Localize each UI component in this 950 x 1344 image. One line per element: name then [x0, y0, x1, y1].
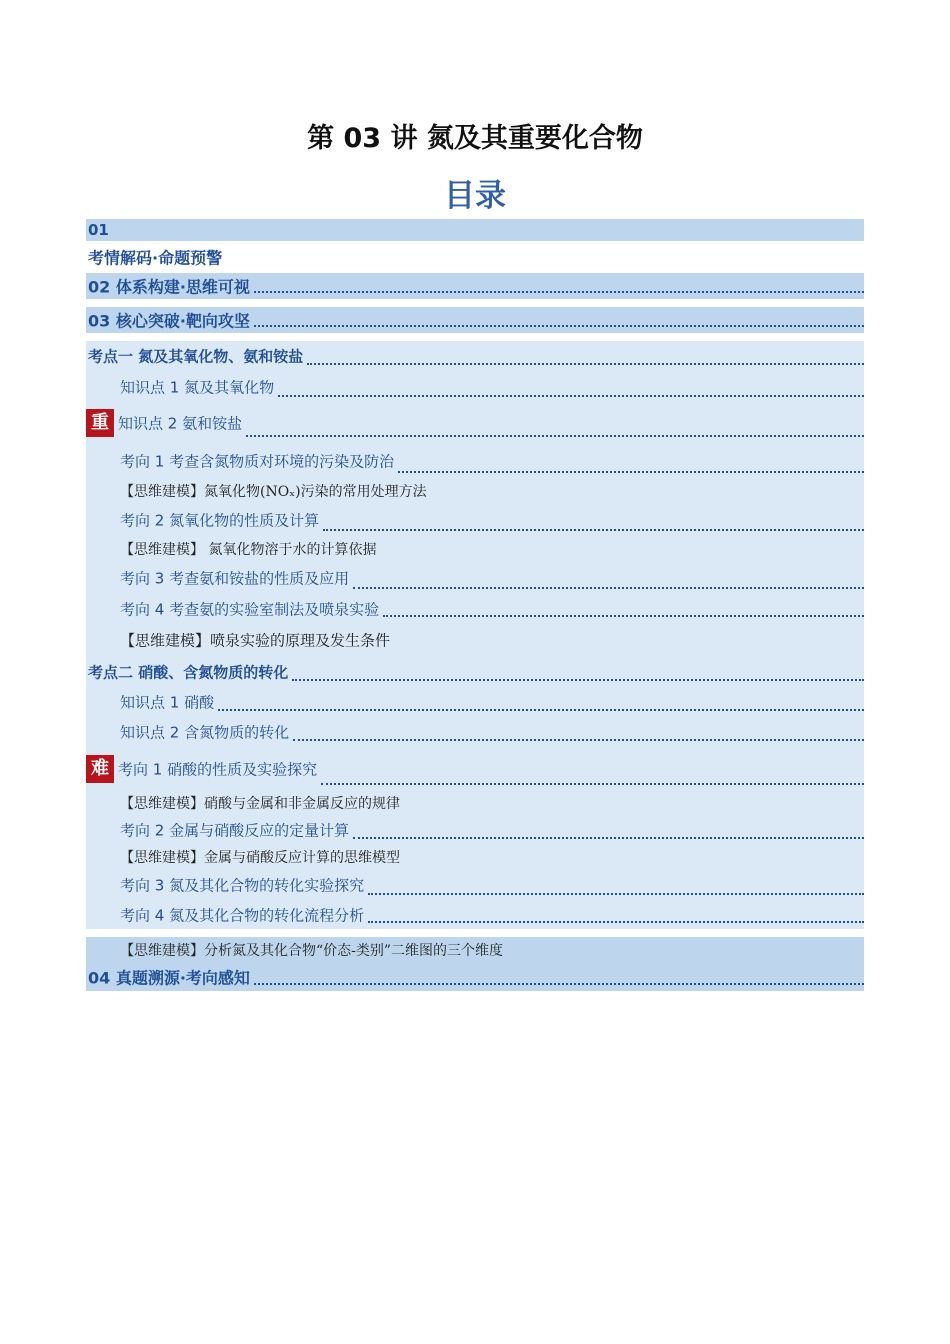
toc-k1-model-2[interactable]: 【思维建模】 氮氧化物溶于水的计算依据: [120, 542, 377, 558]
dot-leader: [368, 893, 864, 895]
dot-leader: [398, 471, 864, 473]
toc-k2-model-3[interactable]: 【思维建模】分析氮及其化合物“价态-类别”二维图的三个维度: [86, 937, 864, 963]
toc-k1-point-2[interactable]: 重 知识点 2 氨和铵盐: [86, 403, 864, 443]
dot-leader: [292, 679, 864, 681]
toc-section-04[interactable]: 04 真题溯源·考向感知: [86, 963, 864, 991]
toc-section-01-label[interactable]: 考情解码·命题预警: [88, 248, 223, 268]
dot-leader: [246, 435, 864, 437]
toc-kaodian-2[interactable]: 考点二 硝酸、含氮物质的转化: [86, 657, 864, 687]
dot-leader: [293, 739, 864, 741]
toc-section-03[interactable]: 03 核心突破·靶向攻坚: [86, 307, 864, 333]
toc-k2-model-1[interactable]: 【思维建模】硝酸与金属和非金属反应的规律: [120, 796, 400, 812]
toc-k2-direction-4[interactable]: 考向 4 氮及其化合物的转化流程分析: [86, 901, 864, 929]
dot-leader: [254, 291, 864, 293]
toc-heading: 目录: [444, 178, 506, 214]
toc-k1-point-1[interactable]: 知识点 1 氮及其氧化物: [86, 371, 864, 403]
toc-k2-direction-2[interactable]: 考向 2 金属与硝酸反应的定量计算: [86, 815, 864, 845]
table-of-contents: [86, 219, 864, 991]
toc-k1-direction-3[interactable]: 考向 3 考查氨和铵盐的性质及应用: [86, 561, 864, 595]
toc-k1-direction-2[interactable]: 考向 2 氮氧化物的性质及计算: [86, 503, 864, 537]
emphasis-tag-zhong: 重: [86, 409, 114, 437]
dot-leader: [383, 615, 864, 617]
toc-k2-point-1[interactable]: 知识点 1 硝酸: [86, 687, 864, 717]
dot-leader: [353, 587, 864, 589]
toc-section-01-number[interactable]: 01: [86, 219, 864, 241]
toc-section-02[interactable]: 02 体系构建·思维可视: [86, 273, 864, 299]
dot-leader: [307, 363, 864, 365]
toc-block-kaodian-1: [86, 341, 864, 929]
dot-leader: [278, 395, 864, 397]
toc-k2-direction-1[interactable]: 难 考向 1 硝酸的性质及实验探究: [86, 747, 864, 791]
toc-k2-model-2[interactable]: 【思维建模】金属与硝酸反应计算的思维模型: [120, 850, 400, 866]
toc-k1-direction-4[interactable]: 考向 4 考查氨的实验室制法及喷泉实验: [86, 595, 864, 623]
toc-k1-model-3[interactable]: 【思维建模】喷泉实验的原理及发生条件: [120, 631, 391, 650]
dot-leader: [321, 783, 864, 785]
toc-k1-direction-1[interactable]: 考向 1 考查含氮物质对环境的污染及防治: [86, 443, 864, 479]
toc-k1-model-1[interactable]: 【思维建模】氮氧化物(NOₓ)污染的常用处理方法: [120, 484, 427, 500]
dot-leader: [368, 921, 864, 923]
toc-k2-point-2[interactable]: 知识点 2 含氮物质的转化: [86, 717, 864, 747]
emphasis-tag-nan: 难: [86, 755, 114, 783]
toc-kaodian-1[interactable]: 考点一 氮及其氧化物、氨和铵盐: [86, 341, 864, 371]
dot-leader: [323, 529, 864, 531]
dot-leader: [353, 837, 864, 839]
page-title: 第 03 讲 氮及其重要化合物: [307, 123, 643, 154]
dot-leader: [254, 325, 864, 327]
toc-k2-direction-3[interactable]: 考向 3 氮及其化合物的转化实验探究: [86, 869, 864, 901]
dot-leader: [254, 983, 864, 985]
dot-leader: [218, 709, 864, 711]
